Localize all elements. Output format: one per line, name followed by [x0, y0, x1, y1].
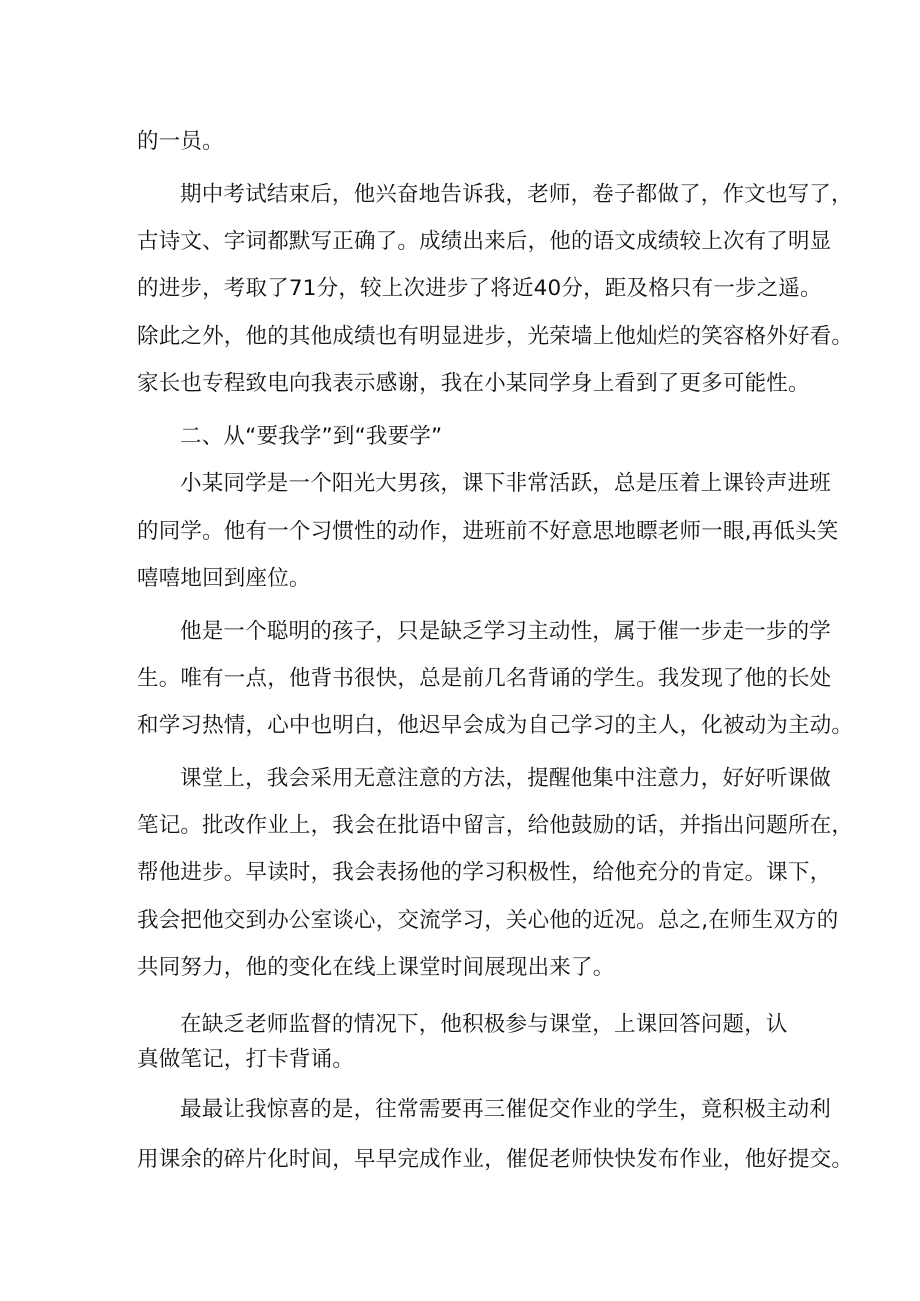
text-line: 最最让我惊喜的是，往常需要再三催促交作业的学生，竟积极主动利 — [180, 1097, 832, 1122]
section-heading: 二、从“要我学”到“我要学” — [180, 424, 443, 449]
text-line: 他是一个聪明的孩子，只是缺乏学习主动性，属于催一步走一步的学 — [180, 619, 832, 644]
text-line: 帮他进步。早读时，我会表扬他的学习积极性，给他充分的肯定。课下， — [137, 860, 832, 885]
text-line: 家长也专程致电向我表示感谢，我在小某同学身上看到了更多可能性。 — [137, 371, 810, 396]
text-line: 的同学。他有一个习惯性的动作，进班前不好意思地瞟老师一眼,再低头笑 — [137, 519, 839, 544]
text-line: 小某同学是一个阳光大男孩，课下非常活跃，总是压着上课铃声进班 — [180, 471, 832, 496]
text-line: 课堂上，我会采用无意注意的方法，提醒他集中注意力，好好听课做 — [180, 766, 832, 791]
text-line: 期中考试结束后，他兴奋地告诉我，老师，卷子都做了，作文也写了， — [180, 182, 853, 207]
text-line: 除此之外，他的其他成绩也有明显进步，光荣墙上他灿烂的笑容格外好看。 — [137, 324, 854, 349]
text-line: 在缺乏老师监督的情况下，他积极参与课堂，上课回答问题，认 — [180, 1012, 788, 1037]
text-line: 和学习热情，心中也明白，他迟早会成为自己学习的主人，化被动为主动。 — [137, 713, 854, 738]
text-line: 笔记。批改作业上，我会在批语中留言，给他鼓励的话，并指出问题所在， — [137, 813, 854, 838]
text-line: 古诗文、字词都默写正确了。成绩出来后，他的语文成绩较上次有了明显 — [137, 229, 832, 254]
text-line: 共同努力，他的变化在线上课堂时间展现出来了。 — [137, 955, 615, 980]
text-line: 真做笔记，打卡背诵。 — [137, 1047, 355, 1072]
text-line: 的一员。 — [137, 129, 224, 154]
text-line: 嘻嘻地回到座位。 — [137, 566, 311, 591]
text-line: 的进步，考取了71分，较上次进步了将近40分，距及格只有一步之遥。 — [137, 276, 822, 301]
text-line: 用课余的碎片化时间，早早完成作业，催促老师快快发布作业，他好提交。 — [137, 1147, 854, 1172]
text-line: 我会把他交到办公室谈心，交流学习，关心他的近况。总之,在师生双方的 — [137, 908, 839, 933]
text-line: 生。唯有一点，他背书很快，总是前几名背诵的学生。我发现了他的长处 — [137, 666, 832, 691]
